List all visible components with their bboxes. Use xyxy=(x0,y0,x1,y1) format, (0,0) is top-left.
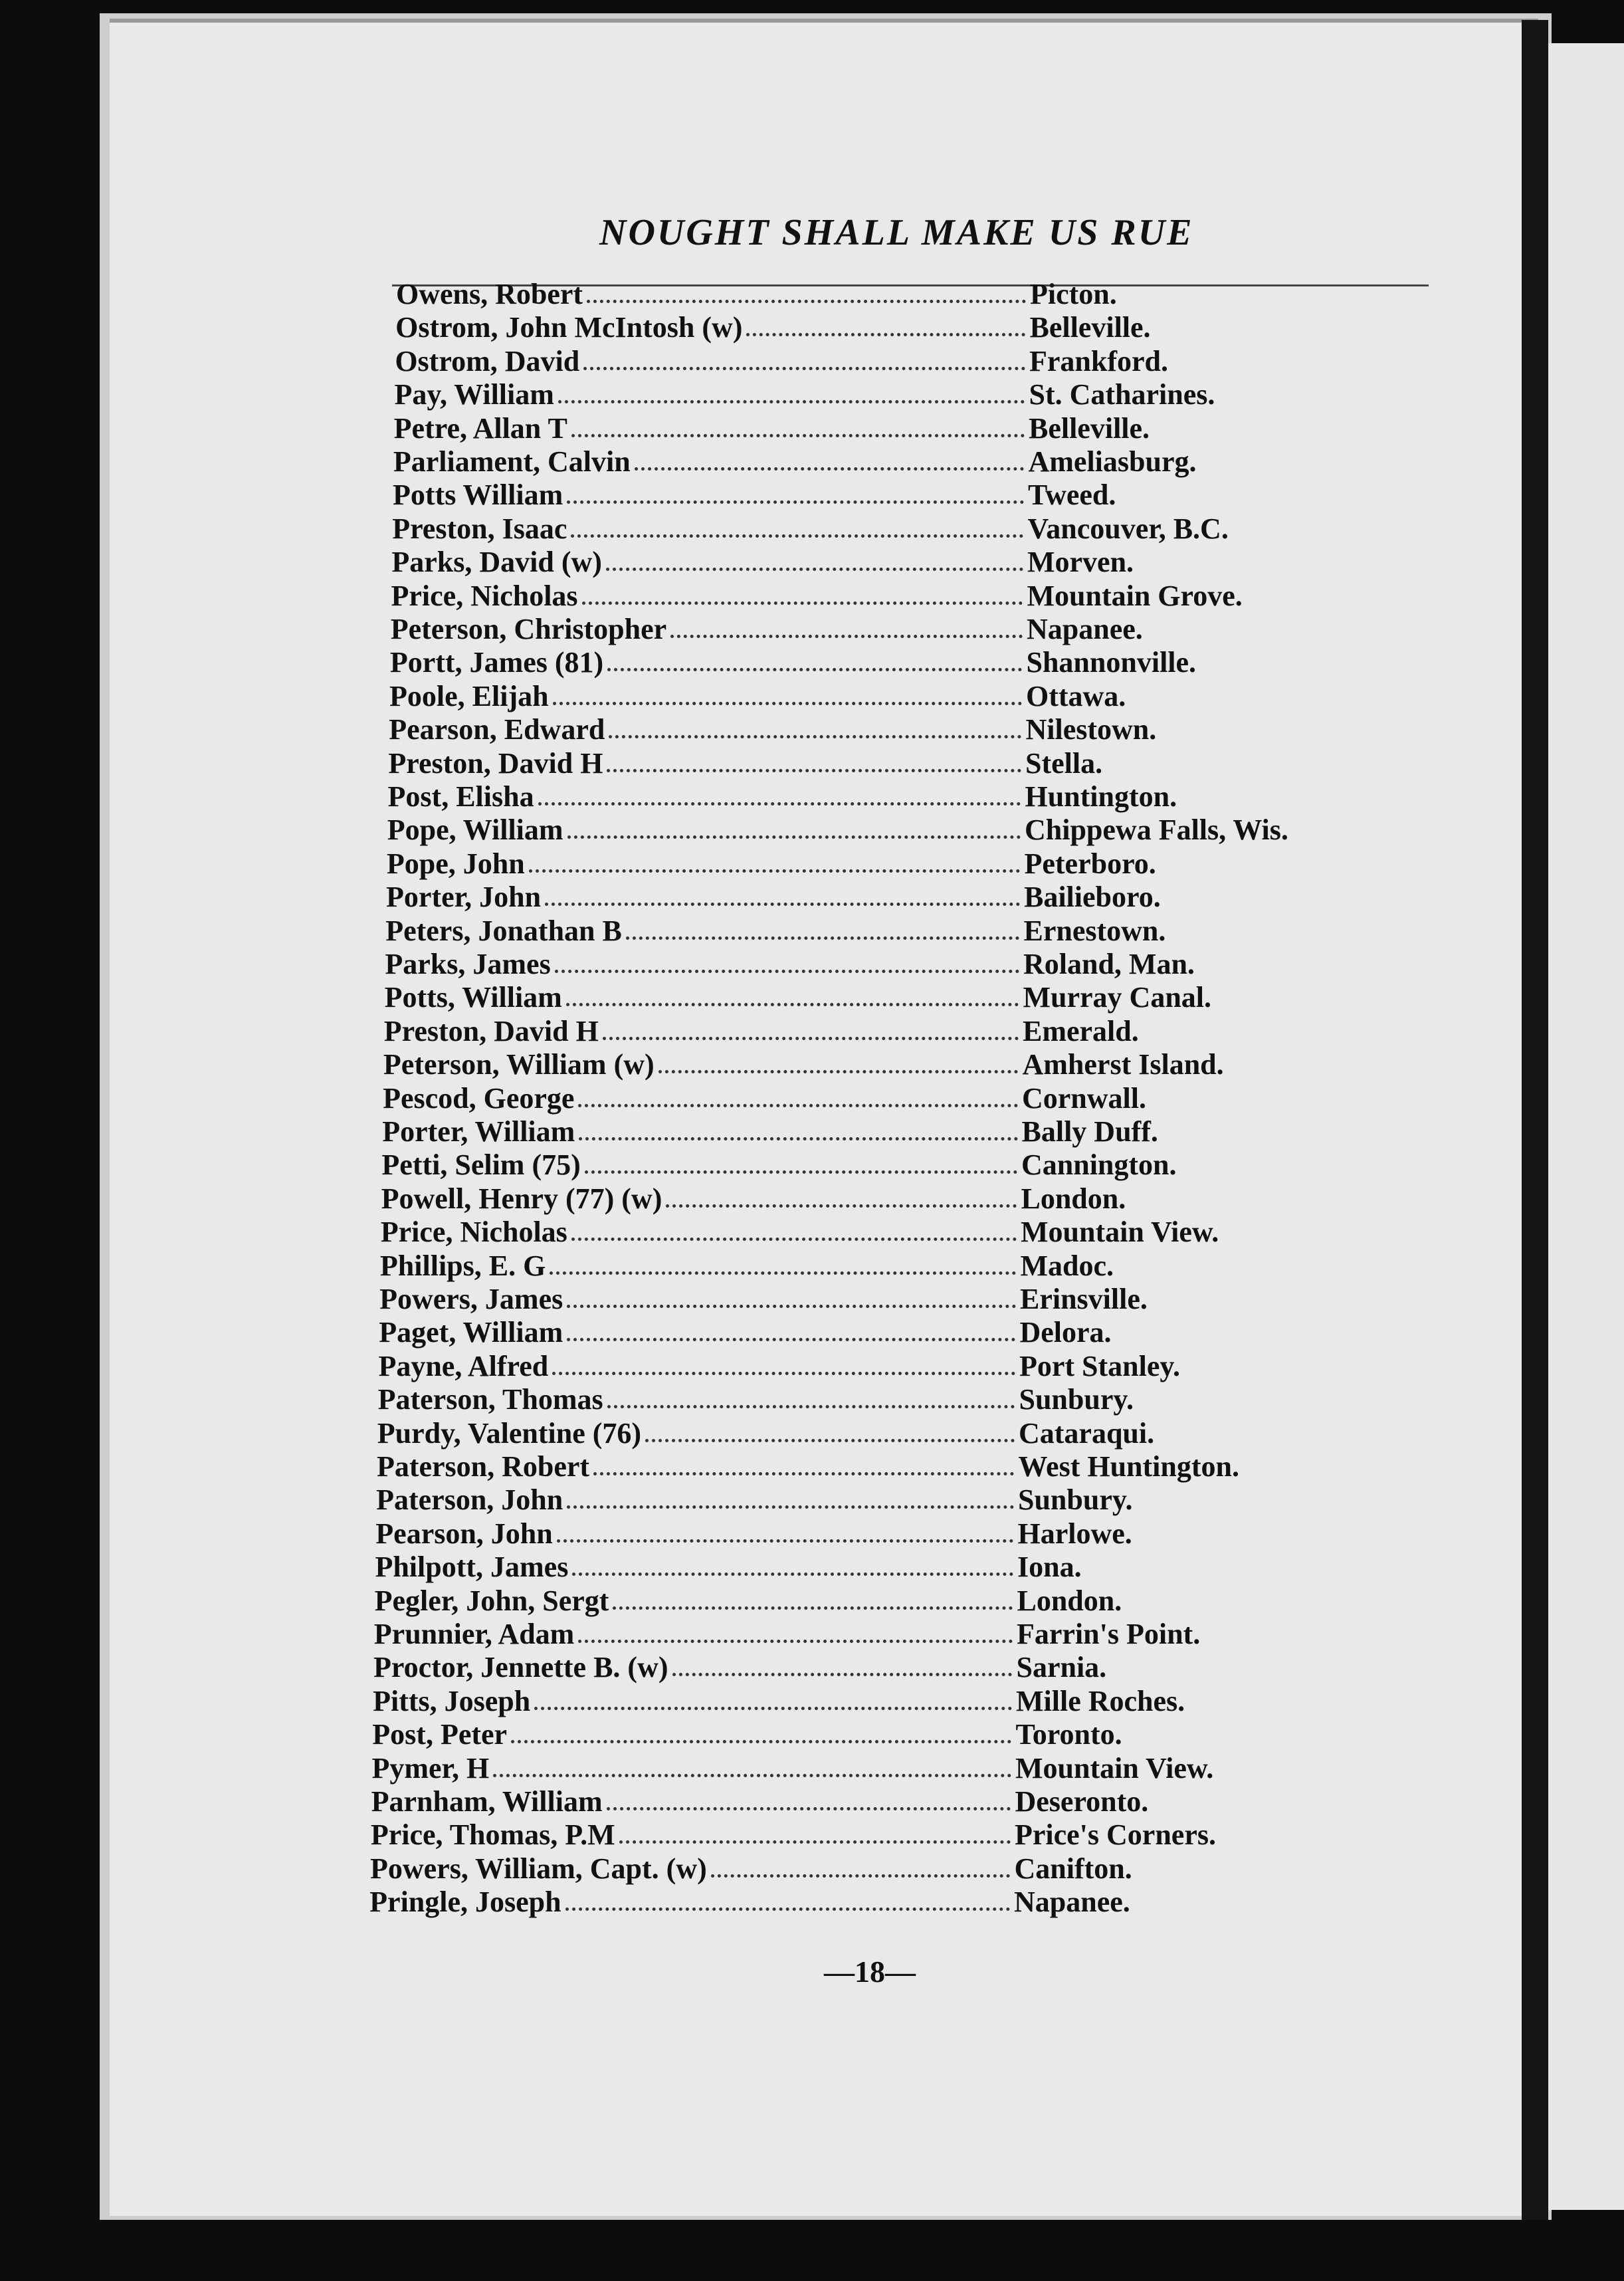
entry-place: Farrin's Point. xyxy=(1016,1618,1201,1650)
entry-name: Paterson, Robert xyxy=(376,1450,590,1483)
dot-leader xyxy=(578,1640,1013,1643)
list-item xyxy=(395,378,1342,411)
dot-leader xyxy=(607,1807,1011,1810)
list-item xyxy=(385,915,1336,948)
list-item xyxy=(369,1886,1326,1919)
dot-leader xyxy=(567,1505,1014,1509)
entry-place: London. xyxy=(1021,1182,1126,1215)
list-item xyxy=(388,780,1338,814)
dot-leader xyxy=(553,702,1022,705)
entry-place: Chippewa Falls, Wis. xyxy=(1024,814,1288,847)
dot-leader xyxy=(578,1104,1018,1107)
entry-name: Paget, William xyxy=(379,1316,563,1349)
dot-leader xyxy=(583,367,1025,370)
list-item xyxy=(389,713,1338,746)
entry-place: Delora. xyxy=(1019,1316,1112,1349)
entry-name: Payne, Alfred xyxy=(378,1349,549,1382)
list-item xyxy=(378,1350,1332,1383)
entry-name: Price, Thomas, P.M xyxy=(370,1818,615,1852)
list-item xyxy=(386,881,1336,914)
entry-place: Bailieboro. xyxy=(1023,881,1161,914)
dot-leader xyxy=(571,1238,1017,1241)
entry-name: Porter, William xyxy=(382,1115,575,1148)
entry-place: Sarnia. xyxy=(1016,1651,1107,1684)
entry-name: Prunnier, Adam xyxy=(373,1618,575,1650)
dot-leader xyxy=(587,300,1026,303)
dot-leader xyxy=(534,1707,1012,1710)
entry-place: Deseronto. xyxy=(1015,1785,1149,1818)
dot-leader xyxy=(567,500,1024,504)
entry-name: Preston, Isaac xyxy=(392,512,567,545)
entry-place: Sunbury. xyxy=(1019,1383,1134,1416)
list-item xyxy=(392,512,1340,546)
dot-leader xyxy=(585,1170,1017,1174)
list-item xyxy=(395,311,1342,344)
entry-place: Canifton. xyxy=(1014,1852,1132,1885)
entry-place: Madoc. xyxy=(1020,1249,1114,1282)
entry-place: Port Stanley. xyxy=(1019,1349,1180,1382)
entry-name: Powell, Henry (77) (w) xyxy=(381,1182,662,1215)
entry-place: Toronto. xyxy=(1015,1718,1122,1751)
entry-name: Proctor, Jennette B. (w) xyxy=(373,1651,668,1684)
entry-place: Frankford. xyxy=(1029,344,1168,378)
list-item xyxy=(385,948,1336,981)
dot-leader xyxy=(550,1271,1016,1275)
entry-name: Pegler, John, Sergt xyxy=(374,1584,609,1617)
list-item xyxy=(389,680,1338,713)
entry-place: London. xyxy=(1017,1584,1122,1617)
entry-place: West Huntington. xyxy=(1018,1450,1239,1483)
entry-place: Mountain Grove. xyxy=(1027,579,1243,612)
list-item xyxy=(376,1483,1330,1517)
entry-place: Mountain View. xyxy=(1015,1751,1214,1785)
entry-name: Price, Nicholas xyxy=(391,579,578,612)
dot-leader xyxy=(635,467,1025,471)
entry-name: Peterson, William (w) xyxy=(383,1048,655,1081)
list-item xyxy=(381,1216,1333,1249)
entry-name: Preston, David H xyxy=(383,1014,599,1047)
entry-place: Ottawa. xyxy=(1025,679,1126,712)
dot-leader xyxy=(619,1840,1011,1844)
entry-name: Pescod, George xyxy=(383,1081,575,1115)
list-item xyxy=(383,1048,1335,1081)
dot-leader xyxy=(607,1405,1015,1408)
entry-place: Tweed. xyxy=(1027,479,1116,512)
dot-leader xyxy=(566,1003,1019,1006)
list-item xyxy=(375,1517,1330,1551)
list-item xyxy=(371,1752,1328,1785)
entry-name: Powers, James xyxy=(379,1283,563,1315)
entry-place: St. Catharines. xyxy=(1029,378,1215,411)
list-item xyxy=(379,1316,1332,1349)
list-item xyxy=(372,1718,1328,1751)
dot-leader xyxy=(711,1874,1011,1878)
dot-leader xyxy=(558,400,1025,403)
dot-leader xyxy=(609,735,1021,738)
list-item xyxy=(383,1082,1334,1115)
entry-place: Erinsville. xyxy=(1019,1283,1148,1315)
entry-name: Pope, John xyxy=(386,847,525,880)
entry-name: Post, Peter xyxy=(372,1718,508,1751)
entry-name: Pitts, Joseph xyxy=(373,1684,531,1717)
entry-place: Napanee. xyxy=(1026,613,1143,645)
list-item xyxy=(393,479,1340,512)
entry-place: Emerald. xyxy=(1022,1014,1139,1047)
entry-place: Peterboro. xyxy=(1024,847,1156,880)
entry-name: Petre, Allan T xyxy=(393,411,567,445)
entry-place: Price's Corners. xyxy=(1014,1818,1216,1852)
entry-place: Nilestown. xyxy=(1025,713,1157,746)
list-item xyxy=(374,1618,1329,1651)
entry-place: Shannonville. xyxy=(1026,646,1197,679)
entry-place: Mountain View. xyxy=(1020,1216,1219,1249)
entry-place: Harlowe. xyxy=(1017,1517,1132,1550)
list-item xyxy=(379,1283,1332,1316)
entry-name: Price, Nicholas xyxy=(380,1216,567,1249)
dot-leader xyxy=(555,970,1019,973)
dot-leader xyxy=(582,601,1023,605)
entry-name: Paterson, John xyxy=(376,1483,563,1517)
entry-name: Paterson, Thomas xyxy=(377,1383,603,1416)
entry-place: Mille Roches. xyxy=(1015,1684,1185,1717)
list-item xyxy=(393,445,1341,479)
dot-leader xyxy=(538,802,1021,806)
list-item xyxy=(375,1584,1330,1618)
dot-leader xyxy=(607,668,1022,671)
list-item xyxy=(371,1785,1328,1818)
entry-name: Parliament, Calvin xyxy=(393,445,631,478)
list-item xyxy=(391,580,1340,613)
entry-place: Belleville. xyxy=(1029,311,1151,344)
page-number: —18— xyxy=(824,1955,916,1989)
dot-leader xyxy=(557,1539,1014,1543)
dot-leader xyxy=(606,568,1023,571)
entry-place: Picton. xyxy=(1030,278,1117,310)
entry-name: Parnham, William xyxy=(371,1785,603,1818)
list-item xyxy=(373,1651,1329,1684)
entry-place: Vancouver, B.C. xyxy=(1027,512,1229,545)
entry-name: Pearson, Edward xyxy=(389,713,605,746)
entry-place: Murray Canal. xyxy=(1023,981,1212,1014)
entry-name: Parks, David (w) xyxy=(391,546,602,579)
entry-name: Ostrom, John McIntosh (w) xyxy=(395,311,743,344)
dot-leader xyxy=(572,1573,1013,1576)
list-item xyxy=(388,747,1338,780)
entry-name: Pringle, Joseph xyxy=(369,1886,561,1919)
list-item xyxy=(370,1852,1327,1886)
entry-name: Portt, James (81) xyxy=(389,646,604,679)
entry-name: Potts William xyxy=(393,479,563,512)
entry-place: Stella. xyxy=(1025,746,1103,780)
list-item xyxy=(382,1115,1334,1148)
list-item xyxy=(387,847,1337,881)
list-item xyxy=(391,546,1340,579)
entry-name: Post, Elisha xyxy=(387,780,534,813)
list-item xyxy=(381,1182,1334,1216)
dot-leader xyxy=(529,869,1021,873)
entry-place: Amherst Island. xyxy=(1022,1048,1224,1081)
dot-leader xyxy=(565,1907,1010,1911)
entry-name: Porter, John xyxy=(386,881,542,914)
list-item xyxy=(390,646,1339,679)
list-item xyxy=(387,814,1337,847)
list-item xyxy=(377,1417,1331,1450)
list-item xyxy=(396,278,1342,311)
entry-place: Cornwall. xyxy=(1021,1081,1146,1115)
dot-leader xyxy=(545,903,1020,906)
page-header: NOUGHT SHALL MAKE US RUE xyxy=(599,212,1194,253)
entry-name: Potts, William xyxy=(384,981,562,1014)
entry-place: Cataraqui. xyxy=(1018,1416,1155,1450)
list-item xyxy=(384,1015,1335,1048)
list-item xyxy=(391,613,1339,646)
page-gutter xyxy=(1522,20,1548,2220)
list-item xyxy=(381,1148,1334,1182)
dot-leader xyxy=(670,635,1023,638)
entry-place: Belleville. xyxy=(1028,411,1150,445)
entry-place: Ameliasburg. xyxy=(1028,445,1197,478)
dot-leader xyxy=(645,1439,1015,1442)
entry-name: Peters, Jonathan B xyxy=(385,914,622,947)
dot-leader xyxy=(659,1070,1019,1073)
dot-leader xyxy=(567,835,1021,839)
entry-place: Roland, Man. xyxy=(1023,948,1195,980)
entry-name: Owens, Robert xyxy=(396,278,583,310)
entry-place: Morven. xyxy=(1027,546,1134,579)
entry-place: Ernestown. xyxy=(1023,914,1166,947)
entry-place: Huntington. xyxy=(1025,780,1177,813)
facing-page-edge xyxy=(1548,43,1624,2210)
dot-leader xyxy=(567,1338,1015,1341)
entry-name: Petti, Selim (75) xyxy=(381,1148,581,1182)
entry-name: Parks, James xyxy=(385,948,551,980)
list-item xyxy=(377,1450,1331,1483)
entry-name: Ostrom, David xyxy=(395,344,580,378)
entry-name: Preston, David H xyxy=(388,746,603,780)
entry-name: Powers, William, Capt. (w) xyxy=(369,1852,707,1885)
entry-name: Pearson, John xyxy=(375,1517,553,1550)
list-item xyxy=(373,1685,1328,1718)
dot-leader xyxy=(607,769,1021,772)
entry-name: Phillips, E. G xyxy=(379,1249,546,1282)
list-item xyxy=(380,1249,1333,1283)
dot-leader xyxy=(626,936,1020,940)
list-item xyxy=(375,1551,1330,1584)
entry-name: Pope, William xyxy=(387,814,563,847)
entry-place: Cannington. xyxy=(1021,1148,1177,1182)
list-item xyxy=(378,1383,1332,1416)
list-item xyxy=(385,981,1336,1014)
dot-leader xyxy=(666,1204,1017,1208)
entry-name: Poole, Elijah xyxy=(389,679,549,712)
dot-leader xyxy=(552,1372,1015,1375)
dot-leader xyxy=(672,1673,1013,1676)
dot-leader xyxy=(579,1137,1017,1140)
entry-place: Bally Duff. xyxy=(1021,1115,1158,1148)
entry-place: Iona. xyxy=(1017,1551,1082,1584)
dot-leader xyxy=(613,1606,1013,1610)
entry-place: Napanee. xyxy=(1013,1886,1130,1919)
list-item xyxy=(395,345,1342,378)
dot-leader xyxy=(511,1740,1011,1743)
list-item xyxy=(371,1818,1327,1852)
entry-name: Purdy, Valentine (76) xyxy=(377,1416,642,1450)
dot-leader xyxy=(593,1472,1014,1475)
dot-leader xyxy=(571,534,1023,538)
entry-place: Sunbury. xyxy=(1017,1483,1133,1517)
dot-leader xyxy=(571,434,1025,437)
dot-leader xyxy=(603,1037,1019,1040)
dot-leader xyxy=(746,333,1025,336)
entry-name: Pymer, H xyxy=(371,1751,490,1785)
dot-leader xyxy=(493,1774,1011,1777)
dot-leader xyxy=(567,1305,1016,1308)
entry-name: Philpott, James xyxy=(375,1551,569,1584)
entry-name: Pay, William xyxy=(394,378,554,411)
entry-name: Peterson, Christopher xyxy=(390,613,667,645)
list-item xyxy=(394,412,1341,445)
